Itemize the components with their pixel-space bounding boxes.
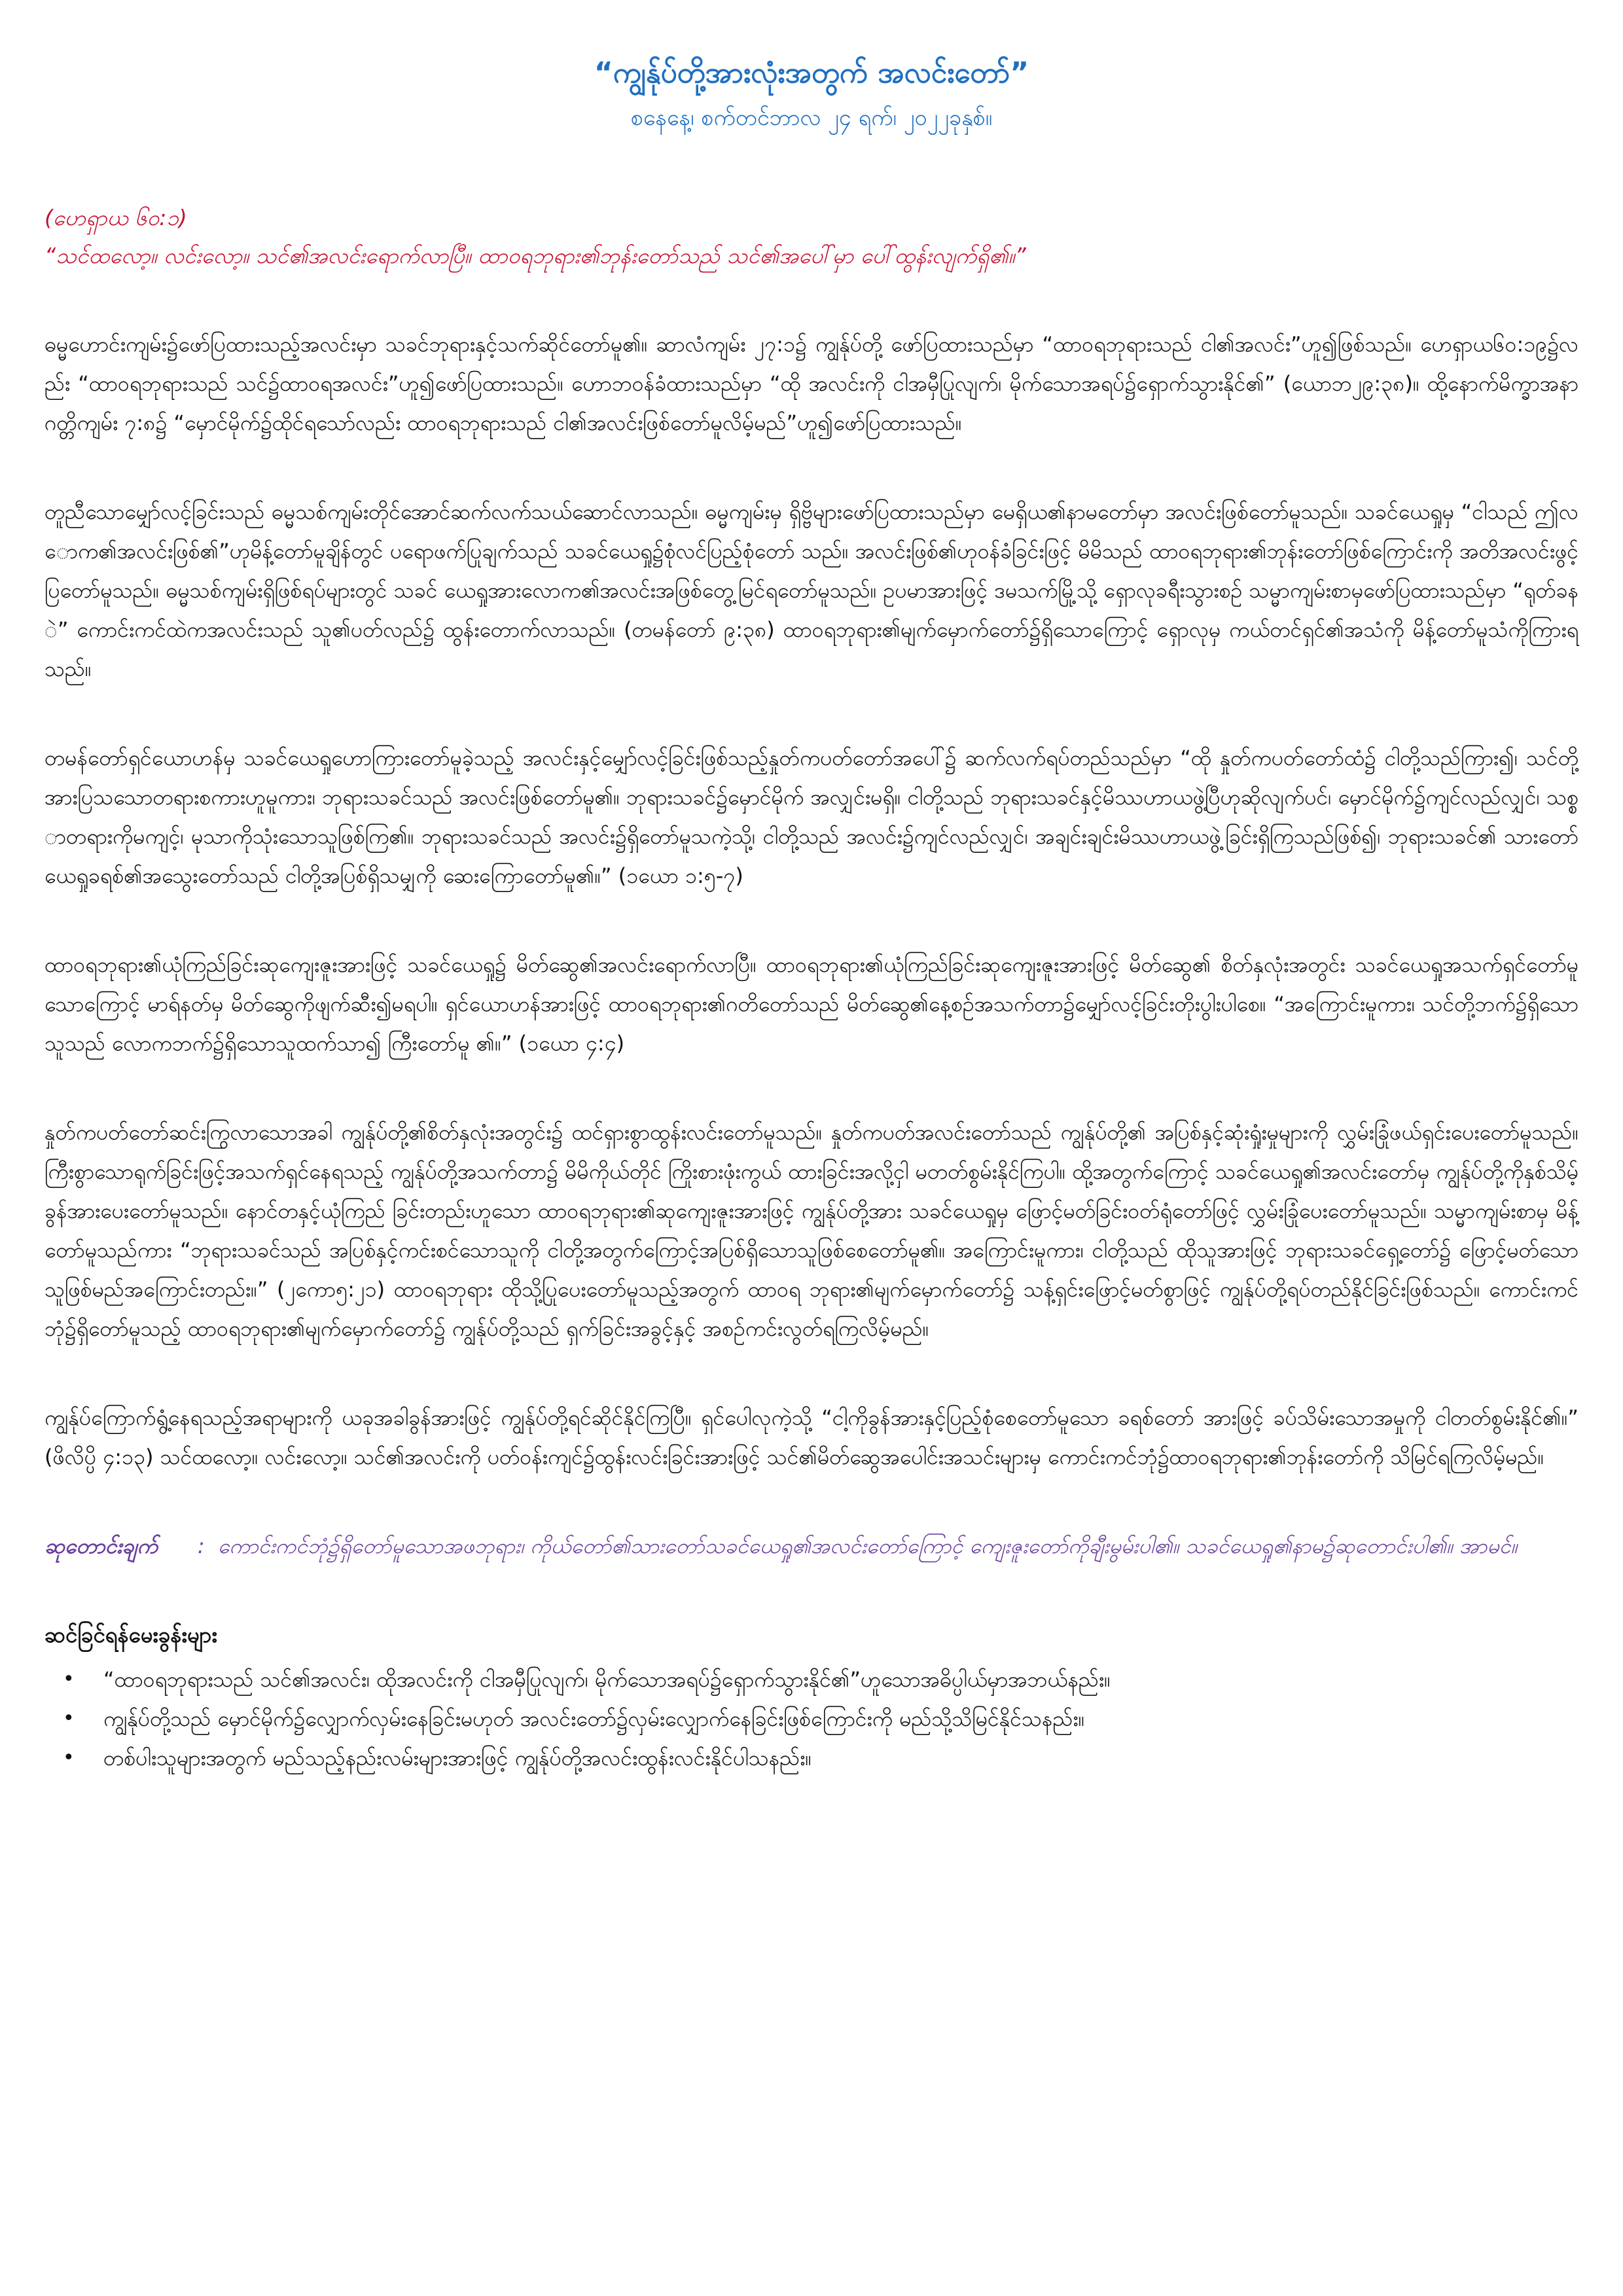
prayer-block	[45, 1526, 1578, 1566]
body-paragraph-5: နှုတ်ကပတ်တော်ဆင်းကြွလာသောအခါ ကျွန်ုပ်တို့၏စိတ်နှလုံးအတွင်း၌ ထင်ရှားစွာထွန်းလင်းတော်မူသည်။ နှုတ်ကပတ်အလင်းတော်သည် ကျွန်ုပ်တို့၏ အပြစ်နှင့်ဆုံးရှုံးမှုများကို လွှမ်းခြုံဖယ်ရှင်းပေးတော်မူသည်။ ကြီးစွာသောရုက်ခြင်းဖြင့်အသက်ရှင်နေရသည့် ကျွန်ုပ်တို့အသက်တာ၌ မိမိကိုယ်တိုင် ကြိုးစားဖုံးကွယ် ထားခြင်းအလို့ငှါ မတတ်စွမ်းနိုင်ကြပါ။ ထို့အတွက်ကြောင့် သခင်ယေရှု၏အလင်းတော်မှ ကျွန်ုပ်တို့ကိုနှစ်သိမ့်ခွန်အားပေးတော်မူသည်။ နောင်တနှင့်ယုံကြည် ခြင်းတည်းဟူသော ထာဝရဘုရား၏ဆုကျေးဇူးအားဖြင့် ကျွန်ုပ်တို့အား သခင်ယေရှုမှ ဖြောင့်မတ်ခြင်းဝတ်ရုံတော်ဖြင့် လွှမ်းခြုံပေးတော်မူသည်။ သမ္မာကျမ်းစာမှ မိန့်တော်မူသည်ကား “ဘုရားသခင်သည် အပြစ်နှင့်ကင်းစင်သောသူကို ငါတို့အတွက်ကြောင့်အပြစ်ရှိသောသူဖြစ်စေတော်မူ၏။ အကြောင်းမူကား၊ ငါတို့သည် ထိုသူအားဖြင့် ဘုရားသခင်ရှေ့တော်၌ ဖြောင့်မတ်သောသူဖြစ်မည်အကြောင်းတည်း။” (၂ကော၅:၂၁) ထာဝရဘုရား ထိုသို့ပြုပေးတော်မူသည့်အတွက် ထာဝရ ဘုရား၏မျက်မှောက်တော်၌ သန့်ရှင်းဖြောင့်မတ်စွာဖြင့် ကျွန်ုပ်တို့ရပ်တည်နိုင်ခြင်းဖြစ်သည်။ ကောင်းကင်ဘုံ၌ရှိတော်မူသည့် ထာဝရဘုရား၏မျက်မှောက်တော်၌ ကျွန်ုပ်တို့သည် ရှက်ခြင်းအခွင့်နှင့် အစဉ်ကင်းလွတ်ရကြလိမ့်မည်။	[45, 1120, 1578, 1341]
body-paragraph-3: တမန်တော်ရှင်ယောဟန်မှ သခင်ယေရှုဟောကြားတော်မူခဲ့သည့် အလင်းနှင့်မျှော်လင့်ခြင်းဖြစ်သည့်နှုတ်ကပတ်တော်အပေါ်၌ ဆက်လက်ရပ်တည်သည်မှာ “ထို နှုတ်ကပတ်တော်ထံ၌ ငါတို့သည်ကြား၍၊ သင်တို့အားပြသသောတရားစကားဟူမူကား၊ ဘုရားသခင်သည် အလင်းဖြစ်တော်မူ၏။ ဘုရားသခင်၌မှောင်မိုက် အလျှင်းမရှိ။ ငါတို့သည် ဘုရားသခင်နှင့်မိဿဟာယဖွဲ့ပြီဟုဆိုလျက်ပင်၊ မှောင်မိုက်၌ကျင်လည်လျှင်၊ သစ္စာတရားကိုမကျင့်၊ မုသာကိုသုံးသောသူဖြစ်ကြ၏။ ဘုရားသခင်သည် အလင်း၌ရှိတော်မူသကဲ့သို့၊ ငါတို့သည် အလင်း၌ကျင်လည်လျှင်၊ အချင်းချင်းမိဿဟာယဖွဲ့ခြင်းရှိကြသည်ဖြစ်၍၊ ဘုရားသခင်၏ သားတော် ယေရှုခရစ်၏အသွေးတော်သည် ငါတို့အပြစ်ရှိသမျှကို ဆေးကြောတော်မူ၏။” (၁ယော ၁:၅-၇)	[45, 745, 1578, 888]
bullet-icon: •	[63, 1707, 75, 1730]
question-text: “ထာဝရဘုရားသည် သင်၏အလင်း၊ ထိုအလင်းကို ငါအမှီပြုလျက်၊ မိုက်သောအရပ်၌ရှောက်သွားနိုင်၏”ဟူသောအဓိပ္ပါယ်မှာအဘယ်နည်း။	[103, 1667, 1111, 1692]
questions-list	[45, 1660, 1578, 1778]
prayer-text: ကောင်းကင်ဘုံ၌ရှိတော်မူသောအဖဘုရား၊ ကိုယ်တော်၏သားတော်သခင်ယေရှု၏အလင်းတော်ကြောင့် ကျေးဇူးတော်ကိုချီးမွမ်းပါ၏။ သခင်ယေရှု၏နာမ၌ဆုတောင်းပါ၏။ အာမင်။	[218, 1534, 1518, 1558]
body-paragraph-6: ကျွန်ုပ်ကြောက်ရွံ့နေရသည့်အရာများကို ယခုအခါခွန်အားဖြင့် ကျွန်ုပ်တို့ရင်ဆိုင်နိုင်ကြပြီ။ ရှင်ပေါလုကဲ့သို့ “ငါ့ကိုခွန်အားနှင့်ပြည့်စုံစေတော်မူသော ခရစ်တော် အားဖြင့် ခပ်သိမ်းသောအမှုကို ငါတတ်စွမ်းနိုင်၏။” (ဖိလိပ္ပိ ၄:၁၃) သင်ထလော့။ လင်းလော့။ သင်၏အလင်းကို ပတ်ဝန်းကျင်၌ထွန်းလင်းခြင်းအားဖြင့် သင်၏မိတ်ဆွေအပေါင်းအသင်းများမှ ကောင်းကင်ဘုံ၌ထာဝရဘုရား၏ဘုန်းတော်ကို သိမြင်ရကြလိမ့်မည်။	[45, 1405, 1578, 1469]
question-item	[63, 1738, 1578, 1778]
question-item	[63, 1660, 1578, 1699]
bullet-icon: •	[63, 1668, 75, 1691]
devotional-page	[45, 52, 1578, 1778]
question-text: ကျွန်ုပ်တို့သည် မှောင်မိုက်၌လျှောက်လှမ်းနေခြင်းမဟုတ် အလင်းတော်၌လှမ်းလျှောက်နေခြင်းဖြစ်ကြောင်းကို မည်သို့သိမြင်နိုင်သနည်း။	[103, 1706, 1085, 1731]
prayer-separator: :	[197, 1534, 205, 1558]
body-paragraph-1: ဓမ္မဟောင်းကျမ်း၌ဖော်ပြထားသည့်အလင်းမှာ သခင်ဘုရားနှင့်သက်ဆိုင်တော်မူ၏။ ဆာလံကျမ်း ၂၇:၁၌ ကျွန်ုပ်တို့ ဖော်ပြထားသည်မှာ “ထာဝရဘုရားသည် ငါ၏အလင်း”ဟူ၍ဖြစ်သည်။ ဟေရှာယ၆၀:၁၉၌လည်း “ထာဝရဘုရားသည် သင်၌ထာဝရအလင်း”ဟူ၍ဖော်ပြထားသည်။ ဟောဘဝန်ခံထားသည်မှာ “ထို အလင်းကို ငါအမှီပြုလျက်၊ မိုက်သောအရပ်၌ရှောက်သွားနိုင်၏” (ယောဘ၂၉:၃၈)။ ထို့နောက်မိက္ခာအနာဂတ္တိကျမ်း ၇:၈၌ “မှောင်မိုက်၌ထိုင်ရသော်လည်း ထာဝရဘုရားသည် ငါ၏အလင်းဖြစ်တော်မူလိမ့်မည်”ဟူ၍ဖော်ပြထားသည်။	[45, 332, 1579, 435]
verse-reference: (ဟေရှာယ ၆၀:၁)	[45, 205, 187, 230]
verse-text: “သင်ထလော့။ လင်းလော့။ သင်၏အလင်းရောက်လာပြီ။ ထာဝရဘုရား၏ဘုန်းတော်သည် သင်၏အပေါ်မှာ ပေါ်ထွန်းလျက်ရှိ၏။”	[45, 243, 1026, 268]
body-paragraph-4: ထာဝရဘုရား၏ယုံကြည်ခြင်းဆုကျေးဇူးအားဖြင့် သခင်ယေရှု၌ မိတ်ဆွေ၏အလင်းရောက်လာပြီ။ ထာဝရဘုရား၏ယုံကြည်ခြင်းဆုကျေးဇူးအားဖြင့် မိတ်ဆွေ၏ စိတ်နှလုံးအတွင်း သခင်ယေရှုအသက်ရှင်တော်မူသောကြောင့် မာရ်နတ်မှ မိတ်ဆွေကိုဖျက်ဆီး၍မရပါ။ ရှင်ယောဟန်အားဖြင့် ထာဝရဘုရား၏ဂတိတော်သည် မိတ်ဆွေ၏နေ့စဉ်အသက်တာ၌မျှော်လင့်ခြင်းတိုးပွါးပါစေ။ “အကြောင်းမူကား၊ သင်တို့ဘက်၌ရှိသောသူသည် လောကဘက်၌ရှိသောသူထက်သာ၍ ကြီးတော်မူ ၏။” (၁ယော ၄:၄)	[45, 952, 1578, 1056]
date-line: စနေနေ့၊ စက်တင်ဘာလ ၂၄ ရက်၊ ၂၀၂၂ခုနှစ်။	[630, 105, 993, 131]
bullet-icon: •	[63, 1746, 75, 1769]
question-text: တစ်ပါးသူများအတွက် မည်သည့်နည်းလမ်းများအားဖြင့် ကျွန်ုပ်တို့အလင်းထွန်းလင်းနိုင်ပါသနည်း။	[103, 1746, 812, 1770]
questions-heading: ဆင်ခြင်ရန်မေးခွန်းများ	[45, 1622, 217, 1647]
body-paragraph-2: တူညီသောမျှော်လင့်ခြင်းသည် ဓမ္မသစ်ကျမ်းတိုင်အောင်ဆက်လက်သယ်ဆောင်လာသည်။ ဓမ္မကျမ်းမှ ရှိဗ္ဗိများဖော်ပြထားသည်မှာ မေရှိယ၏နာမတော်မှာ အလင်းဖြစ်တော်မူသည်။ သခင်ယေရှုမှ “ငါသည် ဤလောက၏အလင်းဖြစ်၏”ဟုမိန့်တော်မူချိန်တွင် ပရောဖက်ပြုချက်သည် သခင်ယေရှု၌စုံလင်ပြည့်စုံတော် သည်။ အလင်းဖြစ်၏ဟုဝန်ခံခြင်းဖြင့် မိမိသည် ထာဝရဘုရား၏ဘုန်းတော်ဖြစ်ကြောင်းကို အတိအလင်းဖွင့်ပြတော်မူသည်။ ဓမ္မသစ်ကျမ်းရှိဖြစ်ရပ်များတွင် သခင် ယေရှုအားလောက၏အလင်းအဖြစ်တွေ့မြင်ရတော်မူသည်။ ဥပမာအားဖြင့် ဒမသက်မြို့သို့ ရှောလုခရီးသွားစဉ် သမ္မာကျမ်းစာမှဖော်ပြထားသည်မှာ “ရုတ်ခနဲ” ကောင်းကင်ထဲကအလင်းသည် သူ၏ပတ်လည်၌ ထွန်းတောက်လာသည်။ (တမန်တော် ၉:၃၈) ထာဝရဘုရား၏မျက်မှောက်တော်၌ရှိသောကြောင့် ရှောလုမှ ကယ်တင်ရှင်၏အသံကို မိန့်တော်မူသံကိုကြားရသည်။	[45, 499, 1578, 681]
page-title: “ကျွန်ုပ်တို့အားလုံးအတွက် အလင်းတော်”	[594, 56, 1029, 90]
question-item	[63, 1699, 1578, 1738]
prayer-label: ဆုတောင်းချက်	[45, 1534, 158, 1558]
